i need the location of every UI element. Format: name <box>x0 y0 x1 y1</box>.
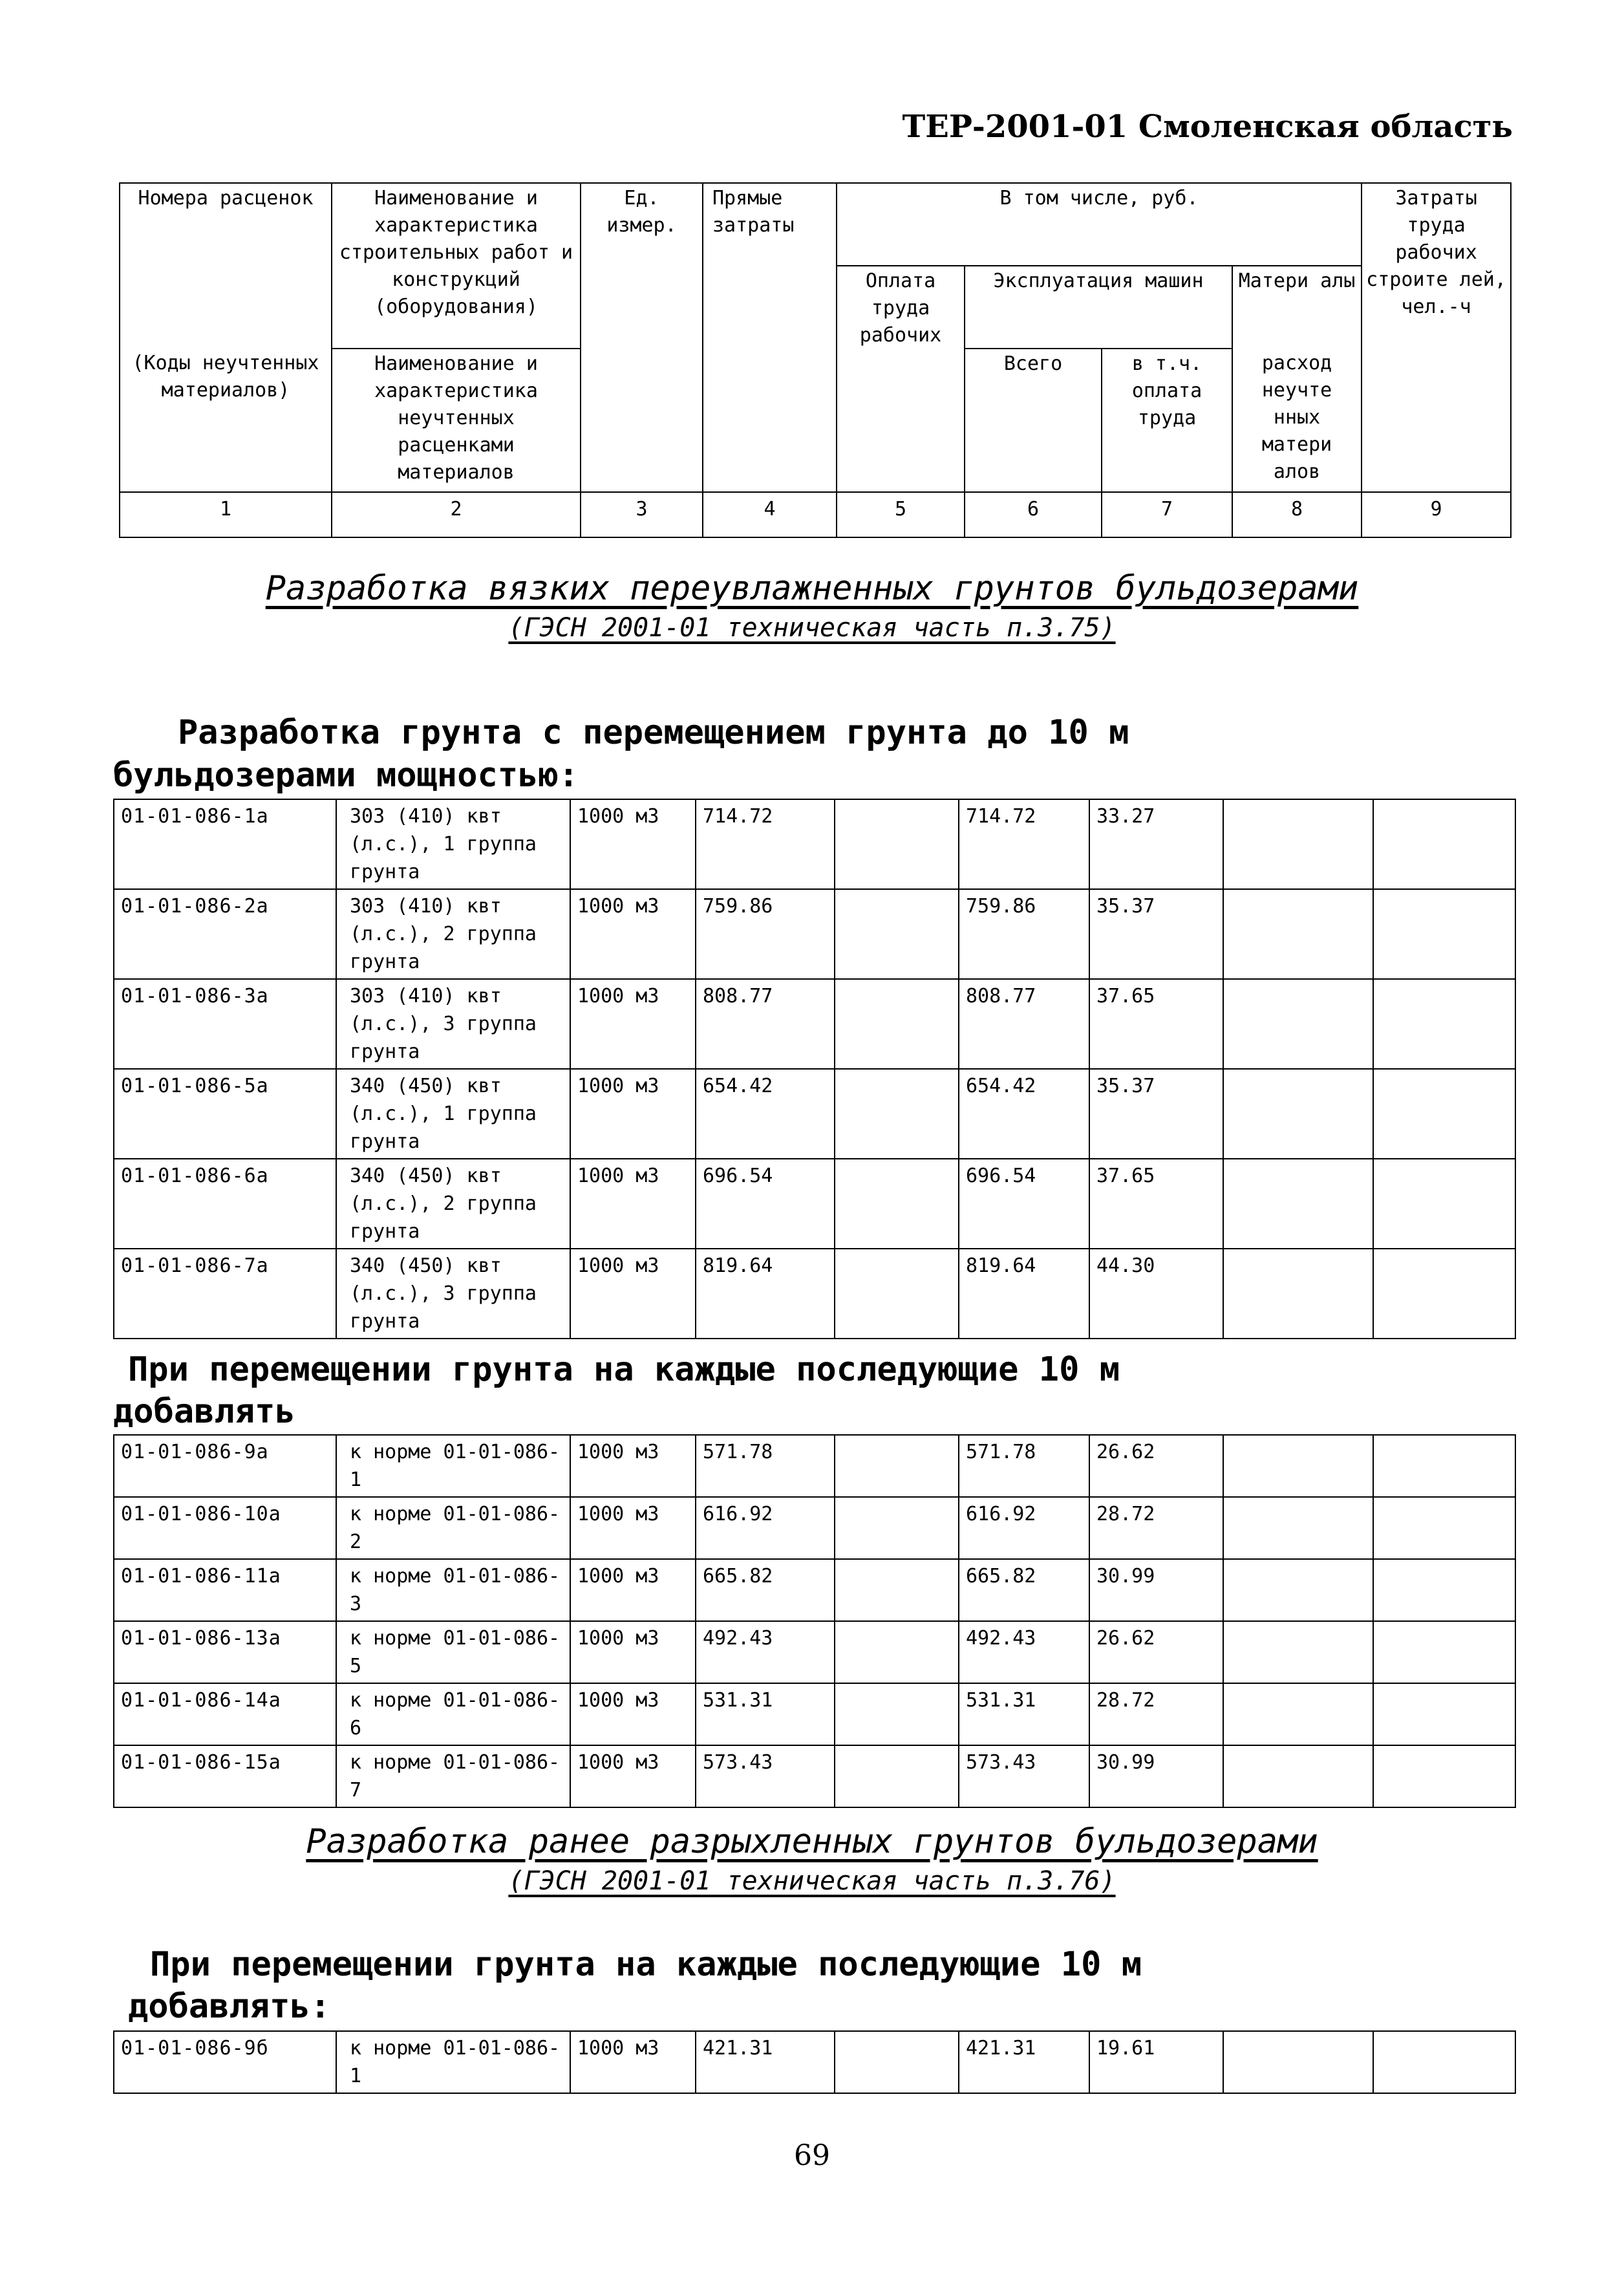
labor-cell <box>1373 889 1515 979</box>
wages-cell <box>835 1069 959 1159</box>
work-name: 303 (410) квт (л.с.), 2 группа грунта <box>336 889 570 979</box>
table-row <box>114 1559 1515 1621</box>
materials-cell <box>1223 1249 1373 1339</box>
direct-costs-cell: 696.54 <box>696 1159 835 1249</box>
work-name: к норме 01-01-086-1 <box>336 1435 570 1497</box>
wages-cell <box>835 2031 959 2093</box>
machines-wages-cell: 28.72 <box>1089 1683 1223 1745</box>
add-heading-line2: добавлять <box>113 1392 295 1431</box>
header-rate-number: Номера расценок <box>120 183 332 266</box>
rate-code: 01-01-086-14а <box>114 1683 336 1745</box>
section2-heading-line1: При перемещении грунта на каждые последующие 10 м <box>150 1945 1142 1984</box>
wages-cell <box>835 1621 959 1683</box>
section2-title: Разработка ранее разрыхленных грунтов бульдозерами <box>306 1822 1318 1861</box>
header-unit: Ед. измер. <box>581 183 703 492</box>
direct-costs-cell: 616.92 <box>696 1497 835 1559</box>
machines-wages-cell: 30.99 <box>1089 1559 1223 1621</box>
labor-cell <box>1373 1621 1515 1683</box>
materials-cell <box>1223 799 1373 889</box>
direct-costs-cell: 665.82 <box>696 1559 835 1621</box>
work-name: к норме 01-01-086-2 <box>336 1497 570 1559</box>
column-number: 7 <box>1102 492 1232 537</box>
column-header-table <box>119 182 1512 538</box>
rate-code: 01-01-086-9а <box>114 1435 336 1497</box>
column-number: 2 <box>332 492 581 537</box>
work-name: к норме 01-01-086-7 <box>336 1745 570 1807</box>
wages-cell <box>835 889 959 979</box>
machines-total-cell: 808.77 <box>959 979 1089 1069</box>
machines-total-cell: 696.54 <box>959 1159 1089 1249</box>
rate-code: 01-01-086-15а <box>114 1745 336 1807</box>
unit-cell: 1000 м3 <box>570 1435 696 1497</box>
machines-total-cell: 492.43 <box>959 1621 1089 1683</box>
labor-cell <box>1373 979 1515 1069</box>
rate-code: 01-01-086-1а <box>114 799 336 889</box>
column-number: 9 <box>1362 492 1511 537</box>
subsection-heading-line1: Разработка грунта с перемещением грунта до 10 м <box>178 713 1129 752</box>
unit-cell: 1000 м3 <box>570 1745 696 1807</box>
unit-cell: 1000 м3 <box>570 889 696 979</box>
machines-wages-cell: 26.62 <box>1089 1621 1223 1683</box>
labor-cell <box>1373 1435 1515 1497</box>
table-row <box>114 1621 1515 1683</box>
rates-table-main <box>113 799 1516 1339</box>
direct-costs-cell: 819.64 <box>696 1249 835 1339</box>
header-labor-costs: Затраты труда рабочих строите лей, чел.-ч <box>1362 183 1511 492</box>
machines-wages-cell: 37.65 <box>1089 1159 1223 1249</box>
work-name: к норме 01-01-086-6 <box>336 1683 570 1745</box>
materials-cell <box>1223 2031 1373 2093</box>
table-row <box>114 1497 1515 1559</box>
materials-cell <box>1223 979 1373 1069</box>
unit-cell: 1000 м3 <box>570 1621 696 1683</box>
subsection-heading-line2: бульдозерами мощностью: <box>113 756 579 795</box>
materials-cell <box>1223 1559 1373 1621</box>
page-number: 69 <box>794 2139 830 2172</box>
column-number: 3 <box>581 492 703 537</box>
header-direct-costs: Прямые затраты <box>703 183 837 492</box>
labor-cell <box>1373 1159 1515 1249</box>
labor-cell <box>1373 1069 1515 1159</box>
machines-total-cell: 819.64 <box>959 1249 1089 1339</box>
machines-wages-cell: 35.37 <box>1089 1069 1223 1159</box>
table-row <box>114 1159 1515 1249</box>
materials-cell <box>1223 1159 1373 1249</box>
unit-cell: 1000 м3 <box>570 1159 696 1249</box>
machines-total-cell: 665.82 <box>959 1559 1089 1621</box>
rate-code: 01-01-086-11а <box>114 1559 336 1621</box>
column-number: 1 <box>120 492 332 537</box>
table-row <box>114 889 1515 979</box>
direct-costs-cell: 573.43 <box>696 1745 835 1807</box>
materials-cell <box>1223 1435 1373 1497</box>
wages-cell <box>835 1745 959 1807</box>
machines-wages-cell: 35.37 <box>1089 889 1223 979</box>
work-name: к норме 01-01-086-5 <box>336 1621 570 1683</box>
table-row <box>114 1435 1515 1497</box>
header-including-group: В том числе, руб. <box>837 183 1362 266</box>
materials-cell <box>1223 1069 1373 1159</box>
machines-total-cell: 571.78 <box>959 1435 1089 1497</box>
labor-cell <box>1373 1745 1515 1807</box>
direct-costs-cell: 492.43 <box>696 1621 835 1683</box>
section-subtitle: (ГЭСН 2001-01 техническая часть п.3.75) <box>508 613 1116 643</box>
machines-total-cell: 714.72 <box>959 799 1089 889</box>
add-heading-line1: При перемещении грунта на каждые последующие 10 м <box>128 1350 1120 1389</box>
rate-code: 01-01-086-10а <box>114 1497 336 1559</box>
unit-cell: 1000 м3 <box>570 1559 696 1621</box>
work-name: к норме 01-01-086-1 <box>336 2031 570 2093</box>
machines-wages-cell: 44.30 <box>1089 1249 1223 1339</box>
table-row <box>114 1745 1515 1807</box>
direct-costs-cell: 531.31 <box>696 1683 835 1745</box>
header-machines-total: Всего <box>965 349 1102 492</box>
unit-cell: 1000 м3 <box>570 1497 696 1559</box>
rates-table-loosened <box>113 2030 1516 2094</box>
column-number: 4 <box>703 492 837 537</box>
labor-cell <box>1373 799 1515 889</box>
header-work-name: Наименование и характеристика строительных работ и конструкций (оборудования) <box>332 183 581 349</box>
machines-total-cell: 759.86 <box>959 889 1089 979</box>
unit-cell: 1000 м3 <box>570 2031 696 2093</box>
machines-wages-cell: 26.62 <box>1089 1435 1223 1497</box>
header-unaccounted-materials-name: Наименование и характеристика неучтенных расценками материалов <box>332 349 581 492</box>
column-number: 5 <box>837 492 965 537</box>
labor-cell <box>1373 2031 1515 2093</box>
machines-total-cell: 654.42 <box>959 1069 1089 1159</box>
wages-cell <box>835 979 959 1069</box>
rate-code: 01-01-086-3а <box>114 979 336 1069</box>
header-materials: Матери алы <box>1232 266 1362 349</box>
header-materials-usage: расход неучте нных матери алов <box>1232 349 1362 492</box>
work-name: 340 (450) квт (л.с.), 1 группа грунта <box>336 1069 570 1159</box>
direct-costs-cell: 759.86 <box>696 889 835 979</box>
machines-total-cell: 531.31 <box>959 1683 1089 1745</box>
wages-cell <box>835 1559 959 1621</box>
unit-cell: 1000 м3 <box>570 799 696 889</box>
table-row <box>114 979 1515 1069</box>
labor-cell <box>1373 1249 1515 1339</box>
work-name: к норме 01-01-086-3 <box>336 1559 570 1621</box>
table-row <box>114 799 1515 889</box>
table-row <box>114 1683 1515 1745</box>
wages-cell <box>835 1683 959 1745</box>
document-title: ТЕР-2001-01 Смоленская область <box>902 109 1513 145</box>
materials-cell <box>1223 889 1373 979</box>
rate-code: 01-01-086-7а <box>114 1249 336 1339</box>
machines-wages-cell: 33.27 <box>1089 799 1223 889</box>
labor-cell <box>1373 1497 1515 1559</box>
wages-cell <box>835 1435 959 1497</box>
materials-cell <box>1223 1621 1373 1683</box>
rate-code: 01-01-086-2а <box>114 889 336 979</box>
unit-cell: 1000 м3 <box>570 979 696 1069</box>
machines-total-cell: 616.92 <box>959 1497 1089 1559</box>
direct-costs-cell: 421.31 <box>696 2031 835 2093</box>
header-machines-wages: в т.ч. оплата труда <box>1102 349 1232 492</box>
header-empty <box>120 266 332 349</box>
wages-cell <box>835 1497 959 1559</box>
column-number: 6 <box>965 492 1102 537</box>
work-name: 340 (450) квт (л.с.), 2 группа грунта <box>336 1159 570 1249</box>
column-number: 8 <box>1232 492 1362 537</box>
unit-cell: 1000 м3 <box>570 1683 696 1745</box>
table-row <box>114 1069 1515 1159</box>
section2-heading-line2: добавлять: <box>128 1987 331 2026</box>
header-unaccounted-codes: (Коды неучтенных материалов) <box>120 349 332 492</box>
materials-cell <box>1223 1745 1373 1807</box>
table-row <box>114 2031 1515 2093</box>
header-wages: Оплата труда рабочих <box>837 266 965 492</box>
work-name: 340 (450) квт (л.с.), 3 группа грунта <box>336 1249 570 1339</box>
unit-cell: 1000 м3 <box>570 1249 696 1339</box>
machines-wages-cell: 19.61 <box>1089 2031 1223 2093</box>
rate-code: 01-01-086-13а <box>114 1621 336 1683</box>
direct-costs-cell: 714.72 <box>696 799 835 889</box>
table-row <box>114 1249 1515 1339</box>
rate-code: 01-01-086-5а <box>114 1069 336 1159</box>
section2-subtitle: (ГЭСН 2001-01 техническая часть п.3.76) <box>508 1866 1116 1896</box>
machines-wages-cell: 37.65 <box>1089 979 1223 1069</box>
direct-costs-cell: 654.42 <box>696 1069 835 1159</box>
work-name: 303 (410) квт (л.с.), 3 группа грунта <box>336 979 570 1069</box>
materials-cell <box>1223 1497 1373 1559</box>
machines-wages-cell: 30.99 <box>1089 1745 1223 1807</box>
rates-table-additional <box>113 1434 1516 1808</box>
wages-cell <box>835 1249 959 1339</box>
labor-cell <box>1373 1683 1515 1745</box>
direct-costs-cell: 808.77 <box>696 979 835 1069</box>
rate-code: 01-01-086-6а <box>114 1159 336 1249</box>
work-name: 303 (410) квт (л.с.), 1 группа грунта <box>336 799 570 889</box>
materials-cell <box>1223 1683 1373 1745</box>
machines-wages-cell: 28.72 <box>1089 1497 1223 1559</box>
wages-cell <box>835 799 959 889</box>
direct-costs-cell: 571.78 <box>696 1435 835 1497</box>
machines-total-cell: 421.31 <box>959 2031 1089 2093</box>
machines-total-cell: 573.43 <box>959 1745 1089 1807</box>
section-title: Разработка вязких переувлажненных грунтов бульдозерами <box>265 569 1359 608</box>
header-machines: Эксплуатация машин <box>965 266 1232 349</box>
wages-cell <box>835 1159 959 1249</box>
labor-cell <box>1373 1559 1515 1621</box>
rate-code: 01-01-086-9б <box>114 2031 336 2093</box>
unit-cell: 1000 м3 <box>570 1069 696 1159</box>
